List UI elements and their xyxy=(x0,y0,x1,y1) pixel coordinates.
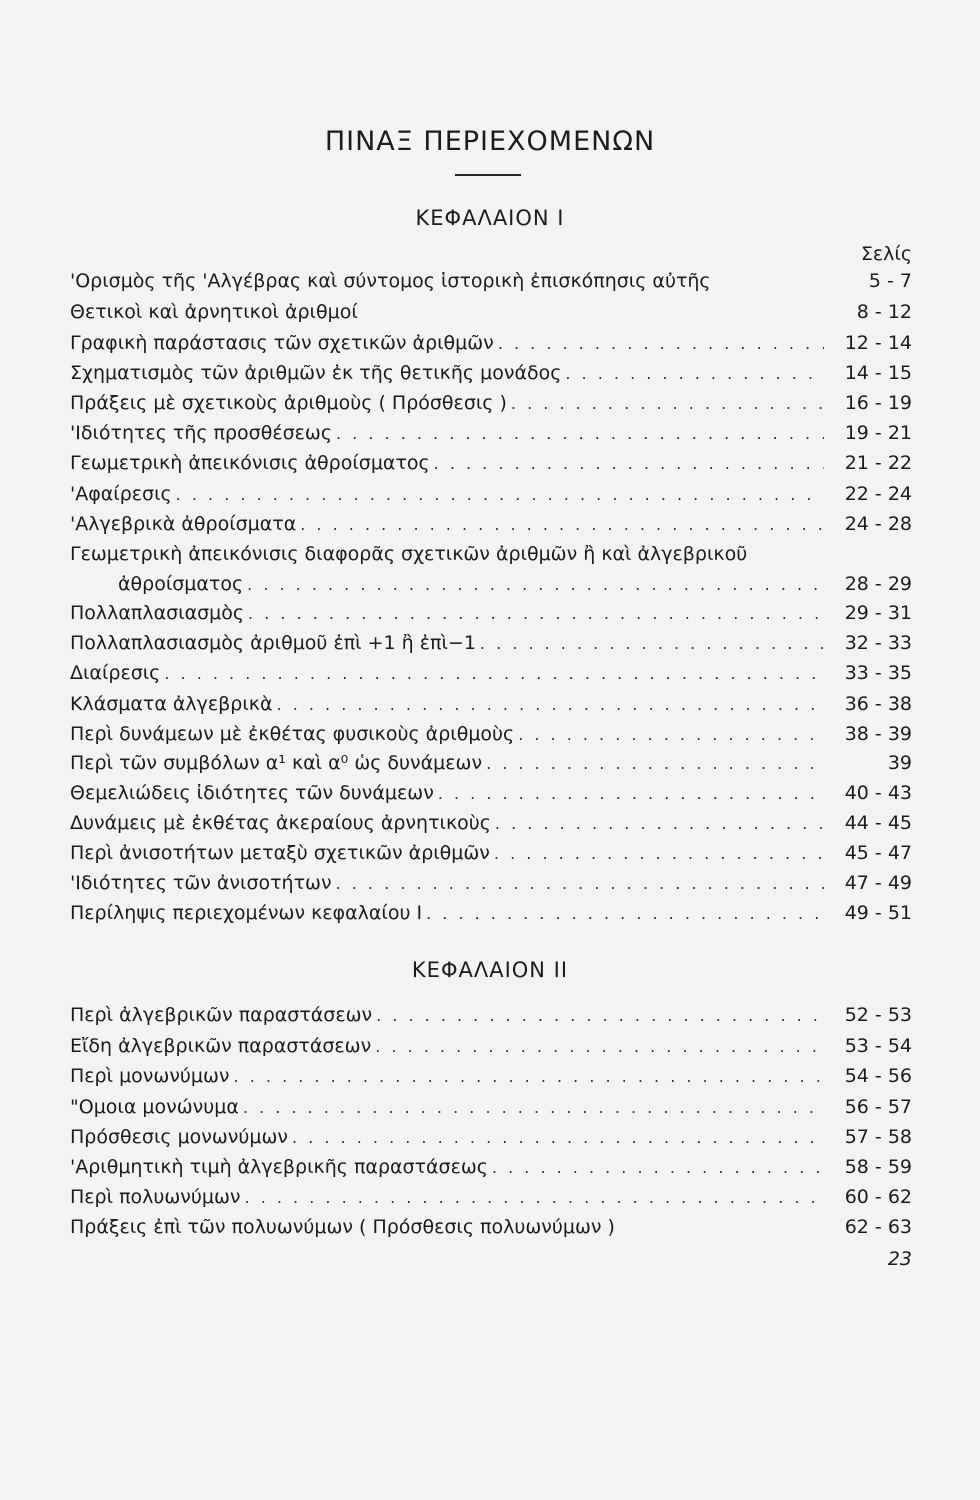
entry-title: Δυνάμεις μὲ ἐκθέτας ἀκεραίους ἀρνητικοὺς xyxy=(70,812,491,834)
entry-pages: 36 - 38 xyxy=(844,693,912,715)
page-number: 23 xyxy=(887,1248,912,1270)
entry-title: Πράξεις μὲ σχετικοὺς ἀριθμοὺς ( Πρόσθεσις ) xyxy=(70,392,507,414)
entry-pages: 8 - 12 xyxy=(856,301,912,323)
entry-title: Θετικοὶ καὶ ἀρνητικοὶ ἀριθμοί xyxy=(70,301,358,323)
dot-leader xyxy=(498,334,824,353)
dot-leader xyxy=(248,604,824,623)
entry-pages: 62 - 63 xyxy=(844,1216,912,1238)
toc-entry xyxy=(70,422,912,452)
entry-title: 'Ιδιότητες τῶν ἀνισοτήτων xyxy=(70,872,332,894)
dot-leader xyxy=(486,754,824,773)
entry-title: "Ομοια μονώνυμα xyxy=(70,1096,239,1118)
dot-leader xyxy=(495,814,824,833)
dot-leader xyxy=(243,1098,824,1117)
toc-entry xyxy=(70,1126,912,1156)
entry-pages: 60 - 62 xyxy=(844,1186,912,1208)
toc-entry xyxy=(70,1096,912,1126)
entry-pages: 14 - 15 xyxy=(844,362,912,384)
toc-entry xyxy=(70,693,912,723)
toc-entry xyxy=(70,812,912,842)
entry-pages: 32 - 33 xyxy=(844,632,912,654)
toc-entry xyxy=(70,752,912,782)
entry-title: Θεμελιώδεις ἰδιότητες τῶν δυνάμεων xyxy=(70,782,434,804)
entry-pages: 24 - 28 xyxy=(844,513,912,535)
entry-pages: 56 - 57 xyxy=(844,1096,912,1118)
entry-title: Γεωμετρικὴ ἀπεικόνισις διαφορᾶς σχετικῶν ἀριθμῶν ἢ καὶ ἀλγεβρικοῦ xyxy=(70,543,748,565)
entry-title: Περὶ ἀλγεβρικῶν παραστάσεων xyxy=(70,1004,373,1026)
toc-entry xyxy=(70,842,912,872)
entry-title: Περίληψις περιεχομένων κεφαλαίου Ι xyxy=(70,902,423,924)
entry-pages: 21 - 22 xyxy=(844,452,912,474)
toc-entry xyxy=(70,1004,912,1034)
toc-entry xyxy=(70,902,912,932)
dot-leader xyxy=(376,1006,824,1025)
entry-title: Κλάσματα ἀλγεβρικὰ xyxy=(70,693,273,715)
toc-entry xyxy=(70,872,912,902)
dot-leader xyxy=(336,424,824,443)
page-title: ΠΙΝΑΞ ΠΕΡΙΕΧΟΜΕΝΩΝ xyxy=(324,126,656,157)
toc-entry xyxy=(70,782,912,812)
dot-leader xyxy=(300,515,824,534)
toc-entry xyxy=(70,1065,912,1095)
entry-title: Σχηματισμὸς τῶν ἀριθμῶν ἐκ τῆς θετικῆς μονάδος xyxy=(70,362,562,384)
entry-title: ἀθροίσματος xyxy=(118,573,244,595)
dot-leader xyxy=(511,394,824,413)
dot-leader xyxy=(434,454,824,473)
entry-title: Γραφικὴ παράστασις τῶν σχετικῶν ἀριθμῶν xyxy=(70,332,494,354)
toc-entry xyxy=(70,723,912,753)
entry-title: Εἴδη ἀλγεβρικῶν παραστάσεων xyxy=(70,1035,372,1057)
dot-leader xyxy=(494,844,824,863)
dot-leader xyxy=(164,664,824,683)
entry-title: Πολλαπλασιασμὸς xyxy=(70,602,245,624)
entry-pages: 29 - 31 xyxy=(844,602,912,624)
chapter-1-heading: ΚΕΦΑΛΑΙΟΝ Ι xyxy=(415,206,565,230)
entry-pages: 12 - 14 xyxy=(844,332,912,354)
dot-leader xyxy=(565,364,824,383)
entry-title: 'Ορισμὸς τῆς 'Αλγέβρας καὶ σύντομος ἱστορικὴ ἐπισκόπησις αὐτῆς xyxy=(70,270,711,292)
dot-leader xyxy=(234,1067,824,1086)
toc-entry xyxy=(70,270,912,300)
page-column-label: Σελίς xyxy=(860,243,912,265)
entry-title: 'Αριθμητικὴ τιμὴ ἀλγεβρικῆς παραστάσεως xyxy=(70,1156,488,1178)
dot-leader xyxy=(438,784,824,803)
toc-entry xyxy=(70,602,912,632)
dot-leader xyxy=(245,1188,824,1207)
entry-pages: 53 - 54 xyxy=(844,1035,912,1057)
entry-title: Πολλαπλασιασμὸς ἀριθμοῦ ἐπὶ +1 ἢ ἐπὶ−1 xyxy=(70,632,476,654)
entry-pages: 28 - 29 xyxy=(844,573,912,595)
entry-title: 'Ιδιότητες τῆς προσθέσεως xyxy=(70,422,332,444)
toc-entry xyxy=(70,362,912,392)
toc-entry xyxy=(70,513,912,543)
dot-leader xyxy=(375,1037,824,1056)
entry-title: Περὶ πολυωνύμων xyxy=(70,1186,241,1208)
toc-entry xyxy=(70,332,912,362)
entry-title: Περὶ μονωνύμων xyxy=(70,1065,230,1087)
entry-pages: 57 - 58 xyxy=(844,1126,912,1148)
toc-entry xyxy=(70,632,912,662)
entry-pages: 22 - 24 xyxy=(844,483,912,505)
entry-pages: 52 - 53 xyxy=(844,1004,912,1026)
dot-leader xyxy=(492,1158,824,1177)
entry-pages: 58 - 59 xyxy=(844,1156,912,1178)
entry-title: Γεωμετρικὴ ἀπεικόνισις ἀθροίσματος xyxy=(70,452,430,474)
entry-pages: 40 - 43 xyxy=(844,782,912,804)
toc-entry-continued xyxy=(118,573,912,603)
entry-pages: 16 - 19 xyxy=(844,392,912,414)
dot-leader xyxy=(480,634,824,653)
entry-pages: 47 - 49 xyxy=(844,872,912,894)
entry-pages: 33 - 35 xyxy=(844,662,912,684)
dot-leader xyxy=(277,695,824,714)
entry-pages: 39 xyxy=(887,752,912,774)
toc-entry xyxy=(70,301,912,331)
dot-leader xyxy=(176,485,824,504)
toc-entry xyxy=(70,662,912,692)
title-underline xyxy=(455,174,521,176)
entry-title: 'Αλγεβρικὰ ἀθροίσματα xyxy=(70,513,297,535)
toc-entry xyxy=(70,1186,912,1216)
dot-leader xyxy=(336,874,824,893)
toc-entry xyxy=(70,483,912,513)
entry-pages: 44 - 45 xyxy=(844,812,912,834)
dot-leader xyxy=(426,904,824,923)
chapter-2-heading: ΚΕΦΑΛΑΙΟΝ ΙΙ xyxy=(411,958,569,982)
toc-entry xyxy=(70,452,912,482)
entry-title: Πρόσθεσις μονωνύμων xyxy=(70,1126,289,1148)
toc-entry xyxy=(70,1216,912,1246)
toc-entry xyxy=(70,1035,912,1065)
entry-title: Διαίρεσις xyxy=(70,662,161,684)
entry-pages: 19 - 21 xyxy=(844,422,912,444)
dot-leader xyxy=(518,725,824,744)
entry-title: Περὶ δυνάμεων μὲ ἐκθέτας φυσικοὺς ἀριθμοὺς xyxy=(70,723,515,745)
entry-title: 'Αφαίρεσις xyxy=(70,483,172,505)
entry-title: Περὶ ἀνισοτήτων μεταξὺ σχετικῶν ἀριθμῶν xyxy=(70,842,490,864)
dot-leader xyxy=(292,1128,824,1147)
entry-pages: 45 - 47 xyxy=(844,842,912,864)
toc-entry xyxy=(70,543,912,573)
entry-pages: 49 - 51 xyxy=(844,902,912,924)
toc-entry xyxy=(70,392,912,422)
entry-title: Πράξεις ἐπὶ τῶν πολυωνύμων ( Πρόσθεσις πολυωνύμων ) xyxy=(70,1216,615,1238)
entry-pages: 54 - 56 xyxy=(844,1065,912,1087)
entry-pages: 38 - 39 xyxy=(844,723,912,745)
entry-title: Περὶ τῶν συμβόλων α¹ καὶ α⁰ ὡς δυνάμεων xyxy=(70,752,483,774)
entry-pages: 5 - 7 xyxy=(868,270,912,292)
toc-entry xyxy=(70,1156,912,1186)
dot-leader xyxy=(247,575,824,594)
